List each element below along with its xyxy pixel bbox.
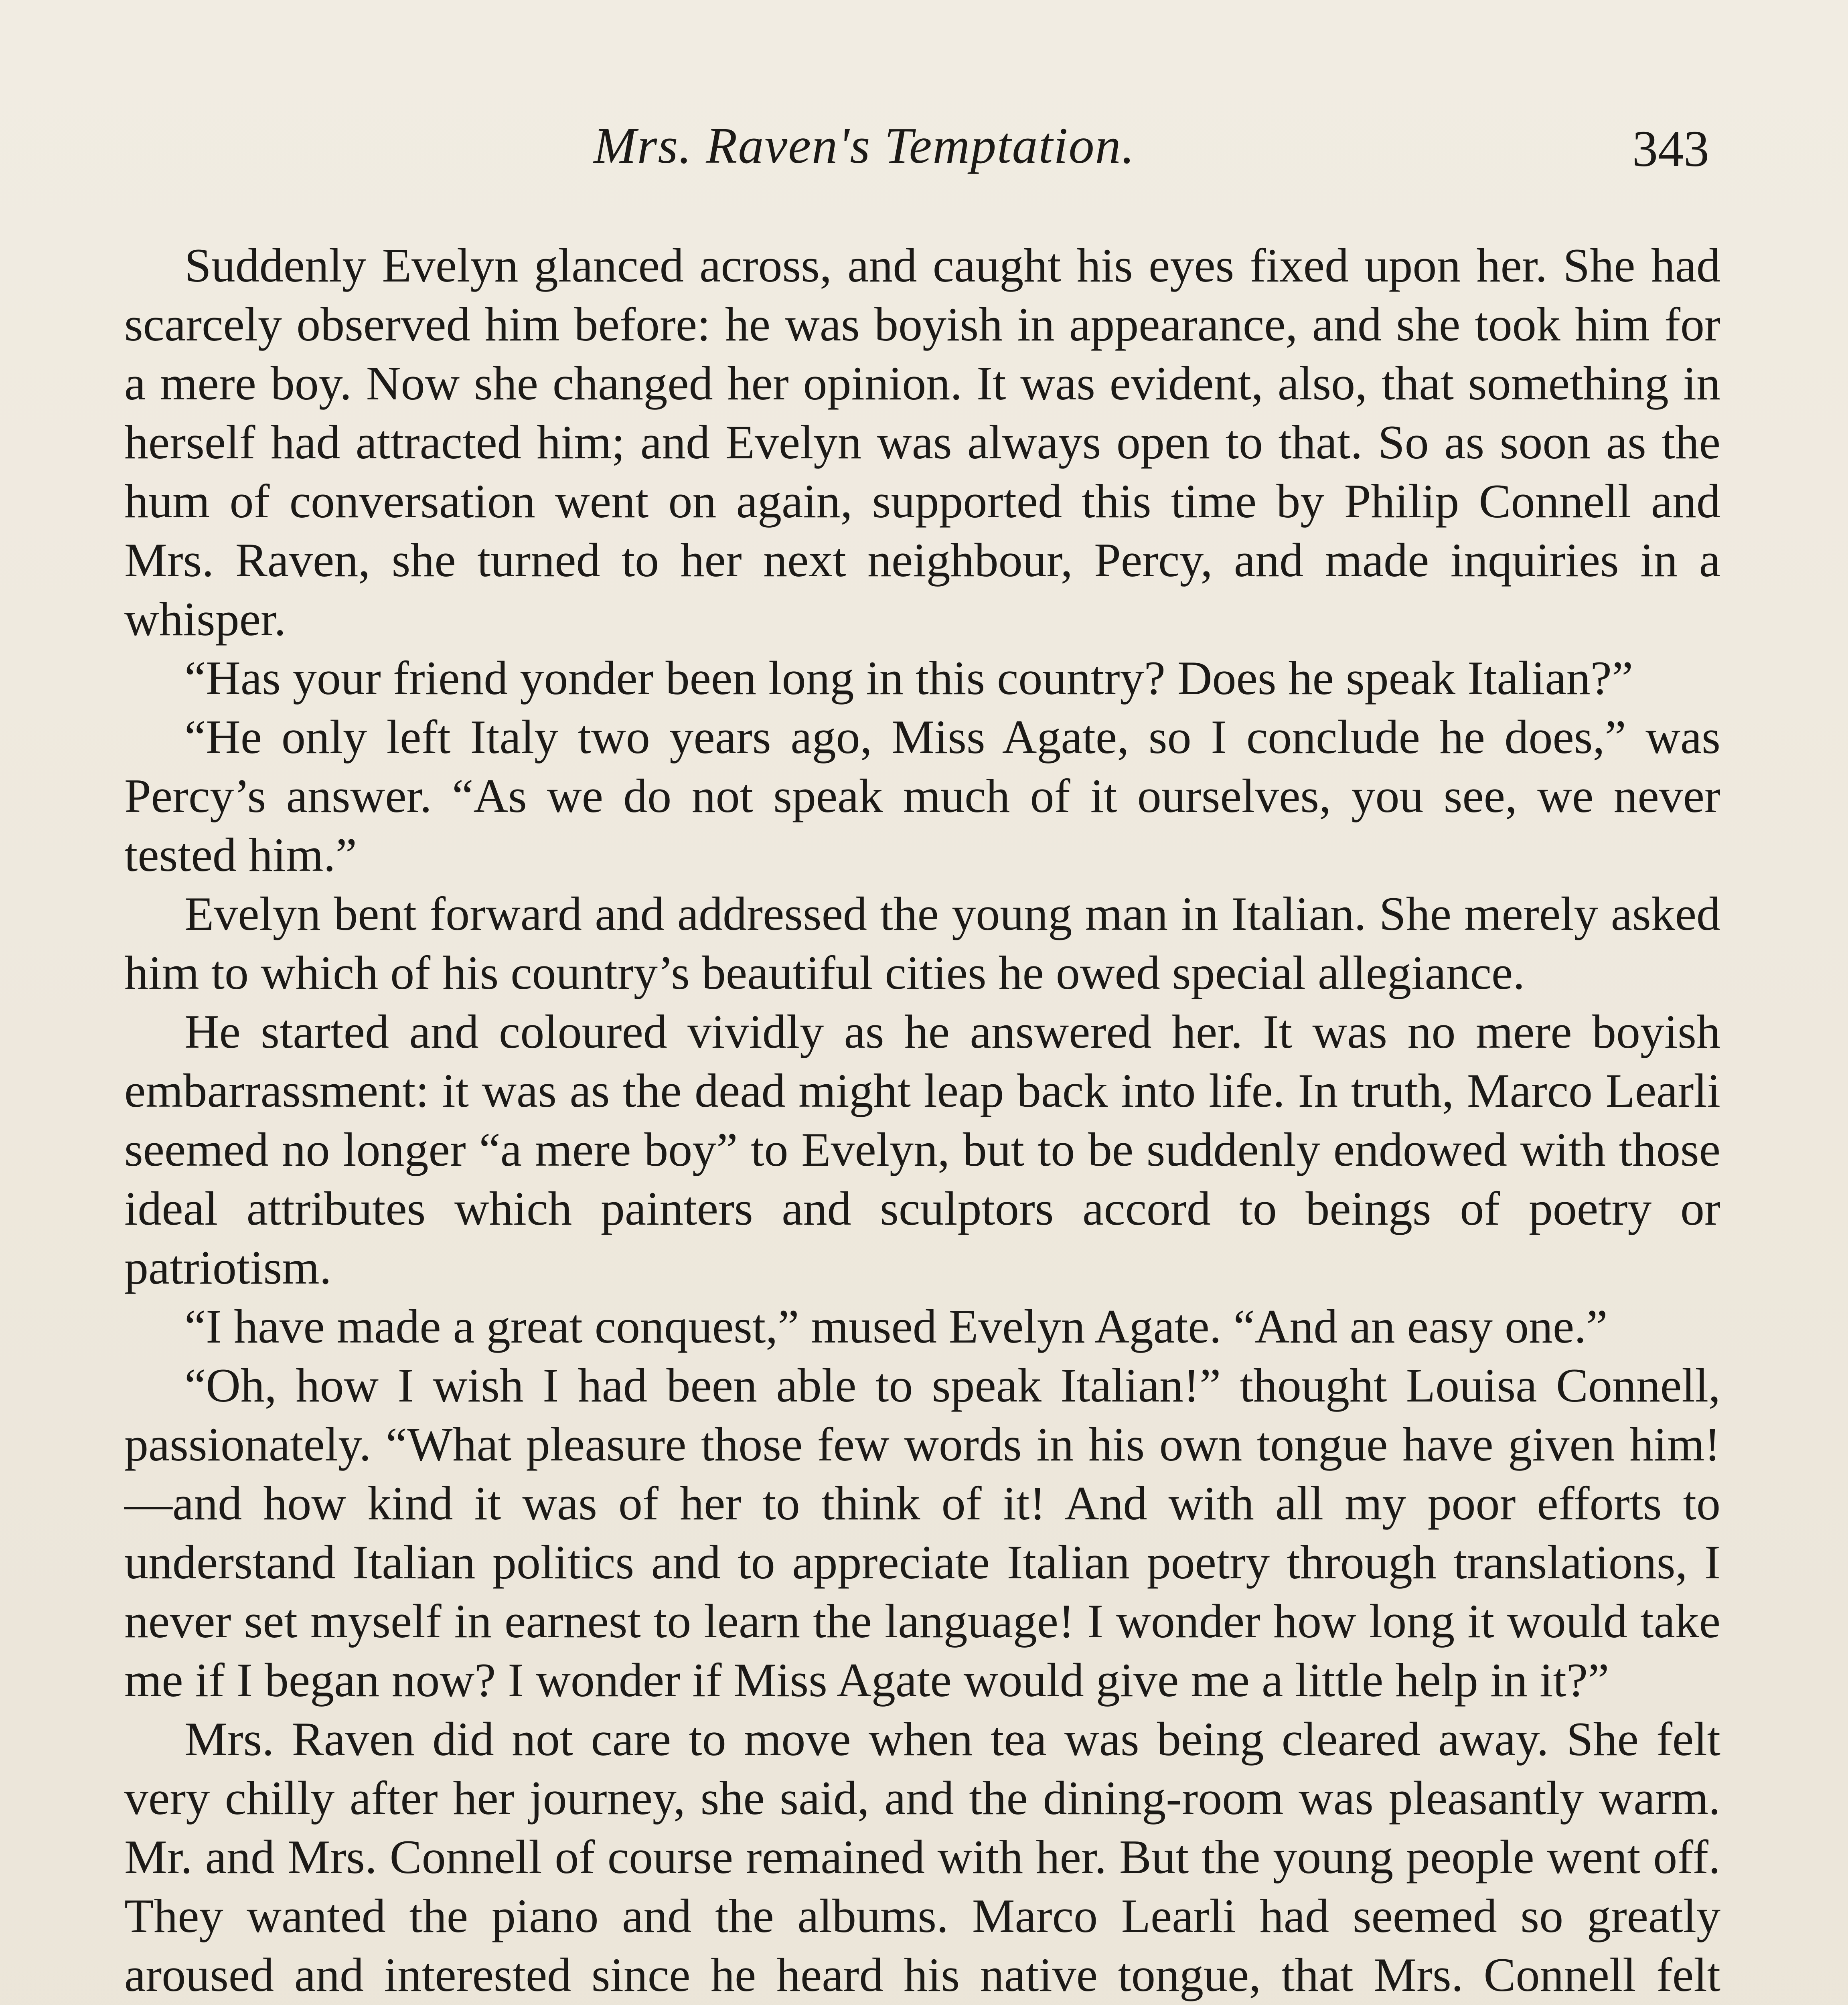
- paragraph: Evelyn bent forward and addressed the young man in Italian. She merely asked him to which of his country’s beautiful cities he owed special allegiance.: [124, 887, 1720, 999]
- body-text: [124, 236, 1720, 2005]
- paragraph: Suddenly Evelyn glanced across, and caught his eyes fixed upon her. She had scarcely observed him before: he was boyish in appearance, and she took him for a mere boy. Now she changed her opinion. It was evident, also, that something in herself had attracted him; and Evelyn was always open to that. So as soon as the hum of conversation went on again, supported this time by Philip Connell and Mrs. Raven, she turned to her next neighbour, Percy, and made inquiries in a whisper.: [124, 239, 1720, 646]
- page-number: 343: [1632, 120, 1709, 177]
- paragraph: “Oh, how I wish I had been able to speak Italian!” thought Louisa Connell, passionately. “What pleasure those few words in his own tongue have given him!—and how kind it was of her to think of it! And with all my poor efforts to understand Italian politics and to appreciate Italian poetry through translations, I never set myself in earnest to learn the language! I wonder how long it would take me if I began now? I wonder if Miss Agate would give me a little help in it?”: [124, 1359, 1720, 1707]
- paragraph: “He only left Italy two years ago, Miss Agate, so I conclude he does,” was Percy’s answer. “As we do not speak much of it ourselves, you see, we never tested him.”: [124, 710, 1720, 881]
- paragraph: “Has your friend yonder been long in this country? Does he speak Italian?”: [184, 651, 1633, 705]
- running-title: Mrs. Raven's Temptation.: [594, 117, 1135, 174]
- paragraph: Mrs. Raven did not care to move when tea was being cleared away. She felt very chilly after her journey, she said, and the dining-room was pleasantly warm. Mr. and Mrs. Connell of course remained with her. But the young people went off. They wanted the piano and the albums. Marco Learli had seemed so greatly aroused and interested since he heard his native tongue, that Mrs. Connell felt: [124, 1712, 1720, 2001]
- paragraph: “I have made a great conquest,” mused Evelyn Agate. “And an easy one.”: [184, 1300, 1608, 1353]
- paragraph: He started and coloured vividly as he answered her. It was no mere boyish embarrassment: it was as the dead might leap back into life. In truth, Marco Learli seemed no longer “a mere boy” to Evelyn, but to be suddenly endowed with those ideal attributes which painters and sculptors accord to beings of poetry or patriotism.: [124, 1005, 1720, 1294]
- running-header: [0, 116, 1848, 188]
